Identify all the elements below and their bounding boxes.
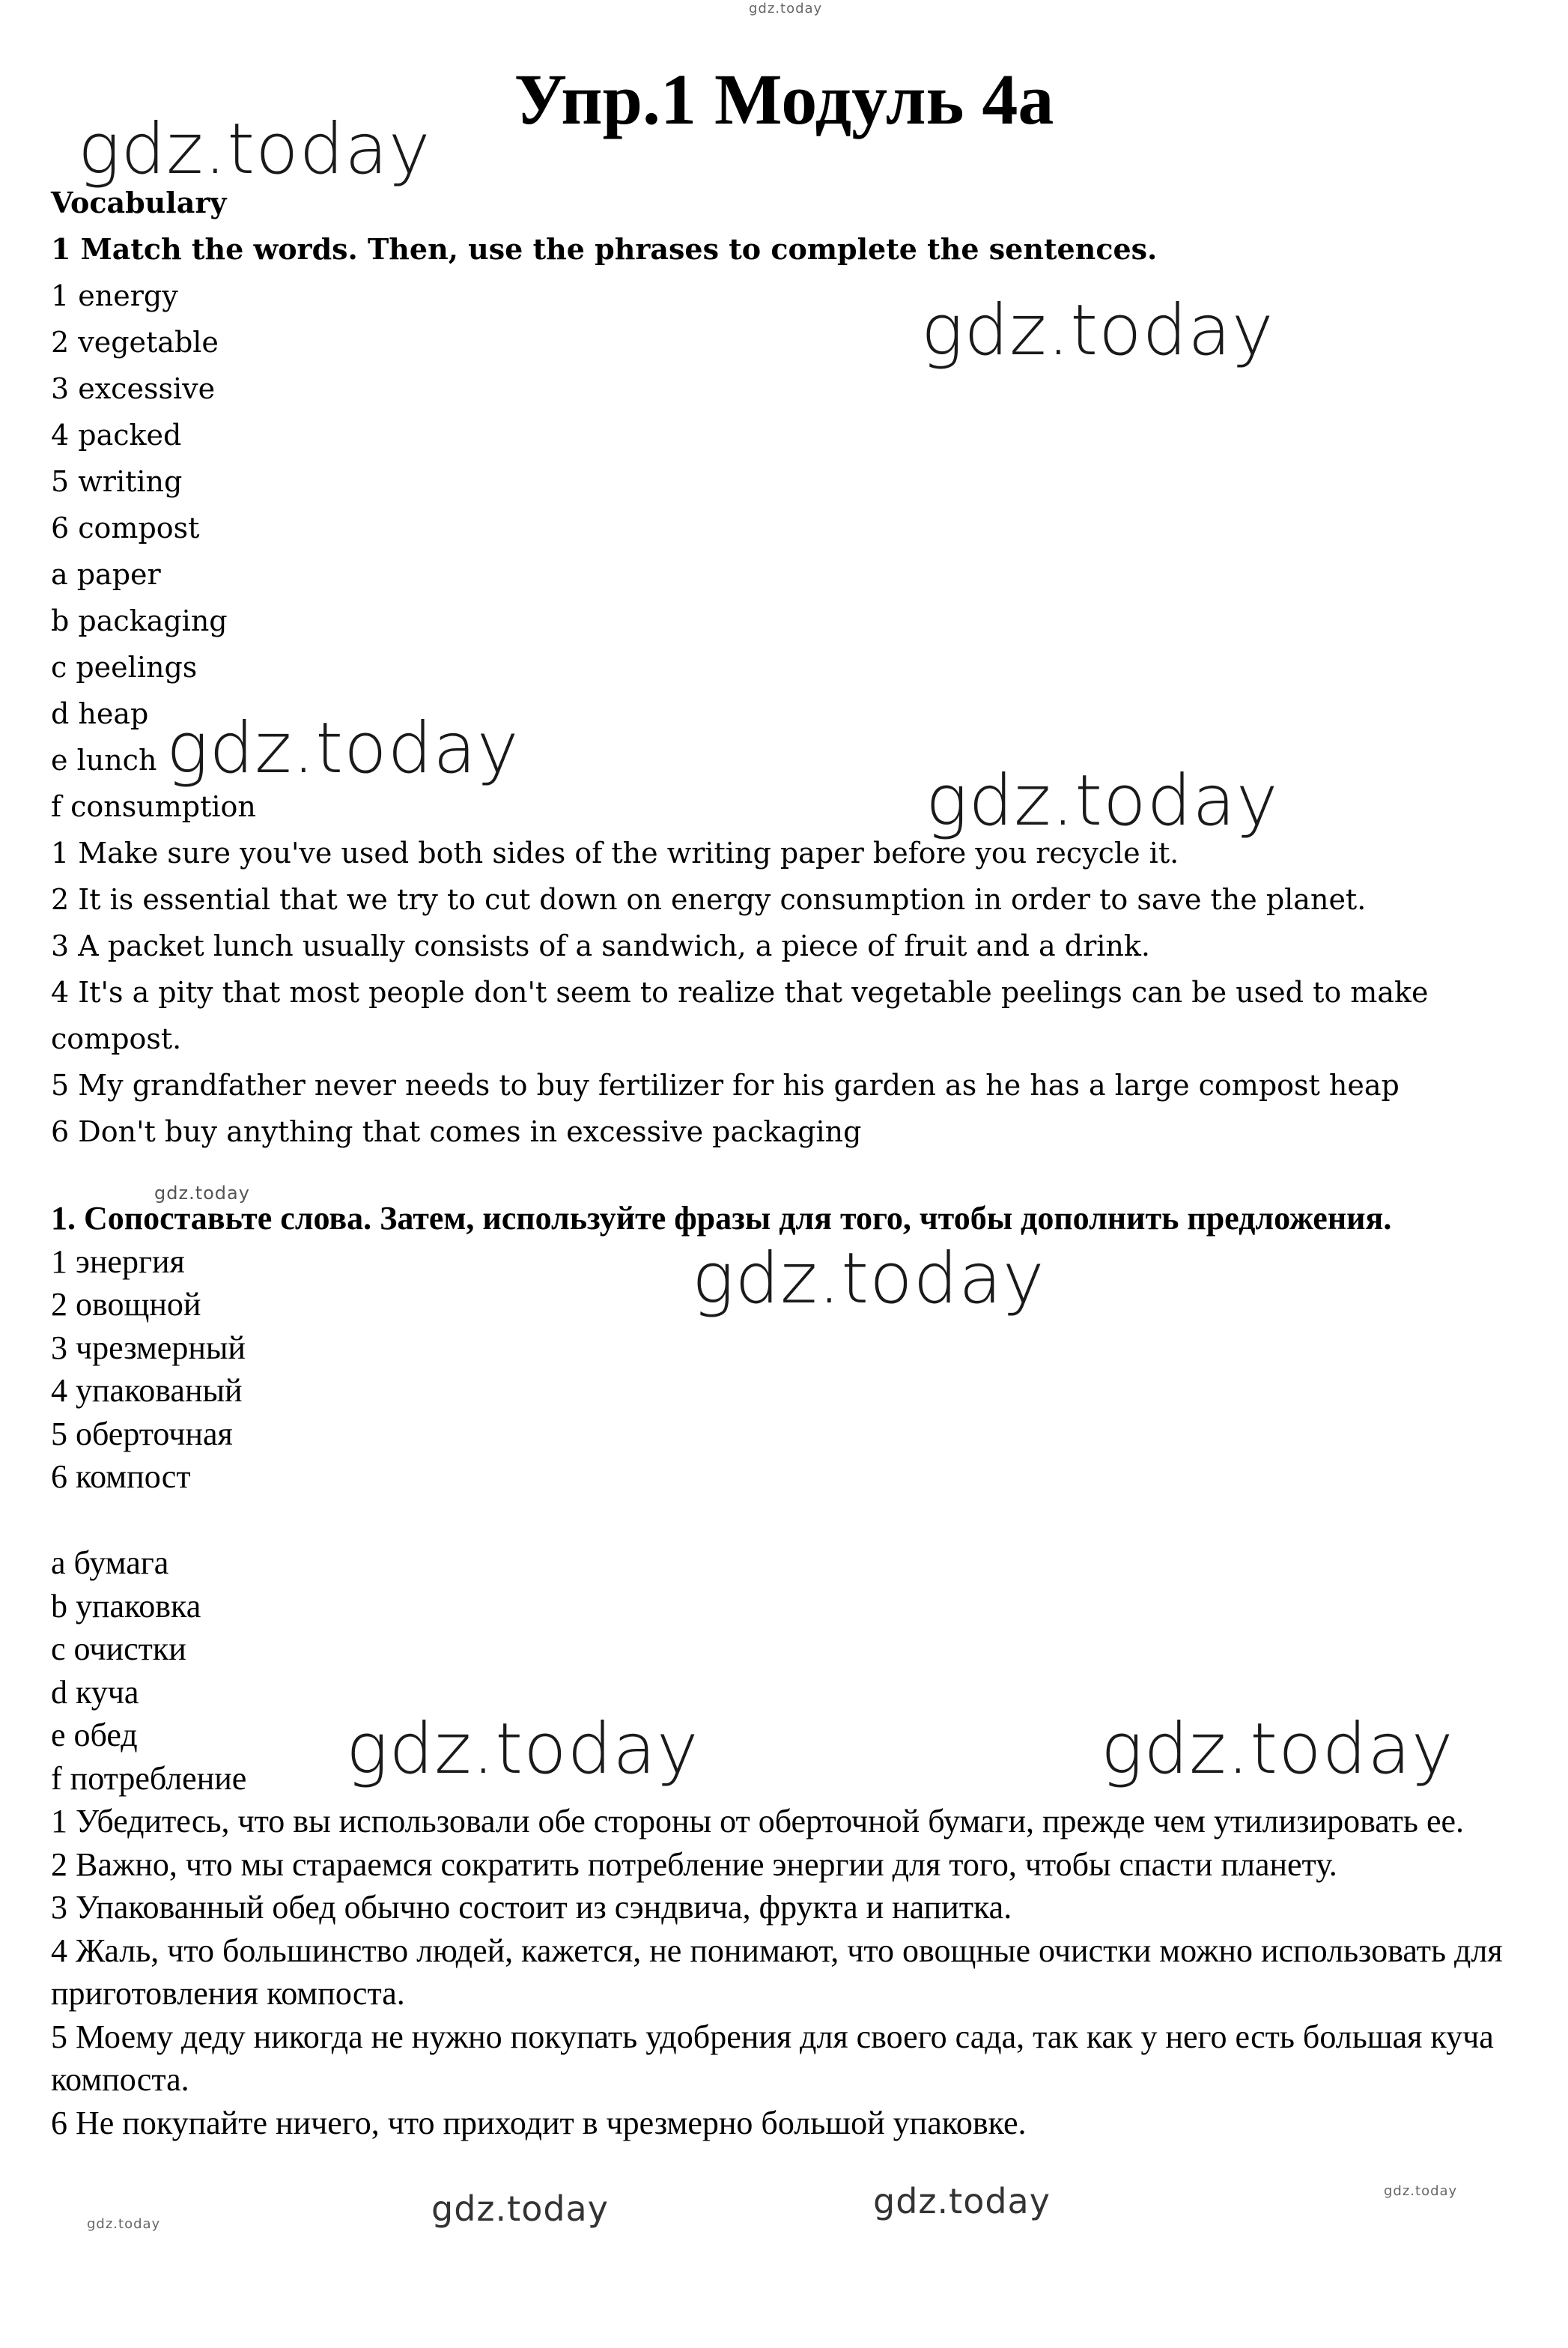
english-option: b packaging xyxy=(51,604,228,637)
spacer xyxy=(51,1499,1504,1542)
watermark: gdz.today xyxy=(166,708,520,789)
english-section xyxy=(51,180,1541,1155)
english-sentence: 2 It is essential that we try to cut down on energy consumption in order to save the planet. xyxy=(51,883,1367,916)
russian-sentence: 6 Не покупайте ничего, что приходит в чрезмерно большой упаковке. xyxy=(51,2104,1027,2141)
russian-word: 6 компост xyxy=(51,1458,191,1495)
english-sentence-list xyxy=(51,830,1541,1155)
vocabulary-heading: Vocabulary xyxy=(51,186,227,219)
page-title: Упр.1 Модуль 4а xyxy=(514,59,1054,139)
russian-sentence: 1 Убедитесь, что вы использовали обе стороны от оберточной бумаги, прежде чем утилизировать ее. xyxy=(51,1803,1465,1839)
english-option: a paper xyxy=(51,558,161,591)
english-instruction: 1 Match the words. Then, use the phrases to complete the sentences. xyxy=(51,232,1158,266)
watermark-top: gdz.today xyxy=(749,1,823,16)
russian-sentence-list xyxy=(51,1800,1504,2144)
russian-sentence: 5 Моему деду никогда не нужно покупать удобрения для своего сада, так как у него есть большая куча компоста. xyxy=(51,2018,1494,2098)
watermark: gdz.today xyxy=(921,290,1274,371)
english-word: 1 energy xyxy=(51,279,178,312)
english-word: 5 writing xyxy=(51,465,183,498)
english-word: 2 vegetable xyxy=(51,326,219,359)
watermark: gdz.today xyxy=(78,109,431,190)
english-sentence: 6 Don't buy anything that comes in excessive packaging xyxy=(51,1115,862,1148)
russian-word: 3 чрезмерный xyxy=(51,1329,246,1366)
english-word-list xyxy=(51,273,1541,551)
russian-instruction: 1. Сопоставьте слова. Затем, используйте фразы для того, чтобы дополнить предложения. xyxy=(51,1200,1392,1237)
russian-option: c очистки xyxy=(51,1630,186,1667)
watermark: gdz.today xyxy=(87,2216,161,2232)
russian-option: a бумага xyxy=(51,1544,169,1581)
watermark: gdz.today xyxy=(1101,1708,1454,1790)
english-word: 3 excessive xyxy=(51,372,216,405)
russian-sentence: 2 Важно, что мы стараемся сократить потребление энергии для того, чтобы спасти планету. xyxy=(51,1845,1337,1883)
watermark: gdz.today xyxy=(1384,2183,1458,2199)
russian-word: 4 упакованый xyxy=(51,1372,243,1409)
english-word: 6 compost xyxy=(51,512,200,544)
watermark: gdz.today xyxy=(154,1183,250,1204)
watermark: gdz.today xyxy=(926,760,1279,842)
russian-option: b упаковка xyxy=(51,1587,201,1625)
watermark: gdz.today xyxy=(346,1708,699,1790)
russian-word: 1 энергия xyxy=(51,1243,185,1280)
watermark: gdz.today xyxy=(431,2188,609,2229)
russian-option: d куча xyxy=(51,1673,139,1711)
english-sentence: 4 It's a pity that most people don't seem to realize that vegetable peelings can be used to make compost. xyxy=(51,976,1429,1055)
watermark: gdz.today xyxy=(873,2181,1051,2221)
russian-sentence: 4 Жаль, что большинство людей, кажется, не понимают, что овощные очистки можно использовать для приготовления компоста. xyxy=(51,1932,1503,2012)
russian-sentence: 3 Упакованный обед обычно состоит из сэндвича, фрукта и напитка. xyxy=(51,1889,1012,1926)
english-option: f consumption xyxy=(51,790,256,823)
english-sentence: 1 Make sure you've used both sides of the writing paper before you recycle it. xyxy=(51,837,1179,870)
english-sentence: 3 A packet lunch usually consists of a sandwich, a piece of fruit and a drink. xyxy=(51,929,1151,962)
russian-word: 2 овощной xyxy=(51,1286,201,1323)
english-word: 4 packed xyxy=(51,419,182,452)
english-option: e lunch xyxy=(51,744,157,777)
english-option: d heap xyxy=(51,697,149,730)
watermark: gdz.today xyxy=(692,1238,1045,1320)
russian-section xyxy=(51,1197,1504,2144)
english-sentence: 5 My grandfather never needs to buy fertilizer for his garden as he has a large compost heap xyxy=(51,1069,1400,1102)
russian-option: e обед xyxy=(51,1717,138,1753)
russian-option: f потребление xyxy=(51,1759,247,1797)
english-option: c peelings xyxy=(51,651,198,684)
russian-word: 5 оберточная xyxy=(51,1415,233,1452)
